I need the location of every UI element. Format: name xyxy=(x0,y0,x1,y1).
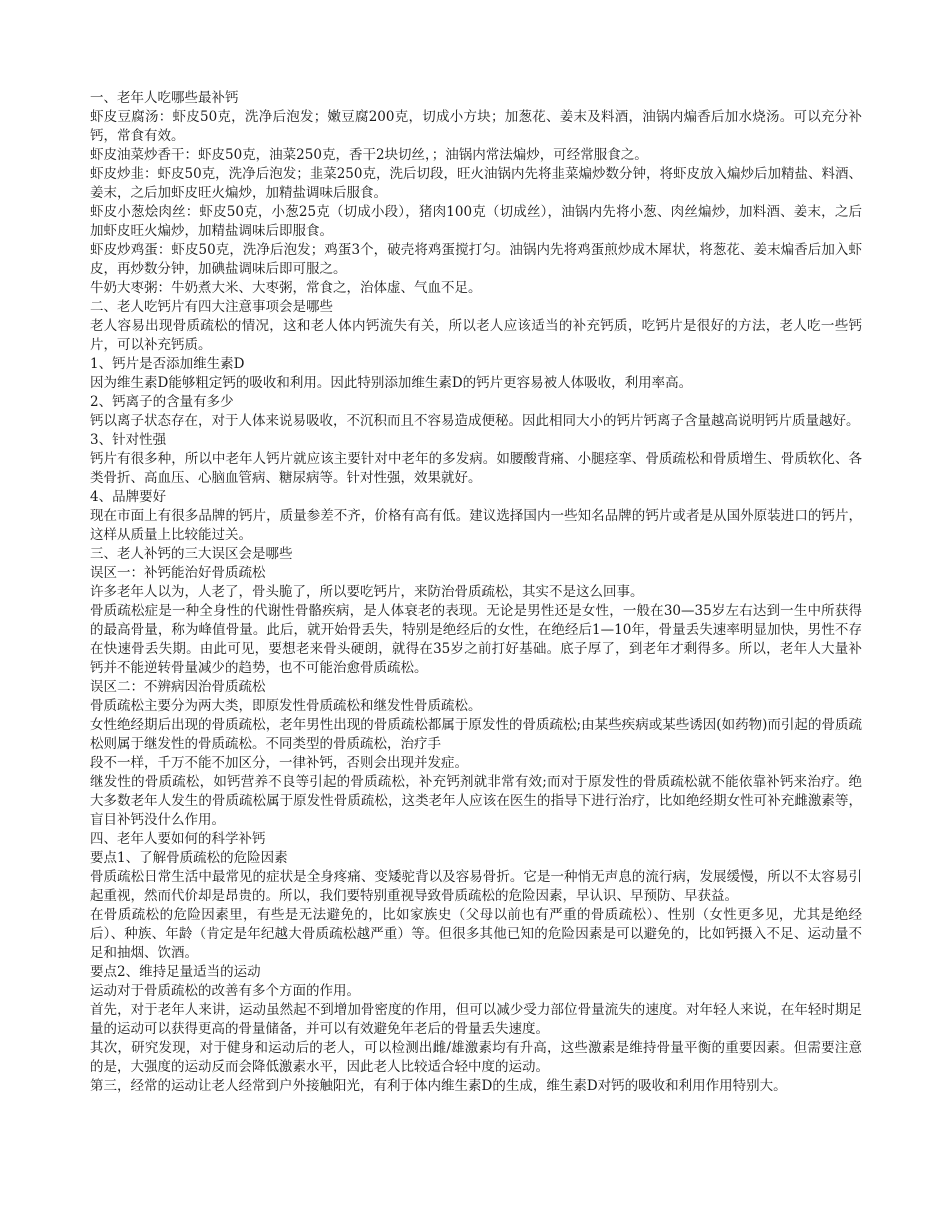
body-paragraph: 现在市面上有很多品牌的钙片，质量参差不齐，价格有高有低。建议选择国内一些知名品牌的钙片或者是从国外原装进口的钙片，这样从质量上比较能过关。 xyxy=(90,508,862,543)
body-paragraph: 骨质疏松日常生活中最常见的症状是全身疼痛、变矮驼背以及容易骨折。它是一种悄无声息的流行病，发展缓慢，所以不太容易引起重视，然而代价却是昂贵的。所以，我们要特别重视导致骨质疏松的危险因素，早认识、早预防、早获益。 xyxy=(90,869,862,904)
body-paragraph: 钙以离子状态存在，对于人体来说易吸收，不沉积而且不容易造成便秘。因此相同大小的钙片钙离子含量越高说明钙片质量越好。 xyxy=(90,413,860,429)
recipe-paragraph: 牛奶大枣粥：牛奶煮大米、大枣粥，常食之，治体虚、气血不足。 xyxy=(90,280,482,296)
recipe-paragraph: 虾皮炒韭：虾皮50克，洗净后泡发；韭菜250克，洗后切段，旺火油锅内先将韭菜煸炒数分钟，将虾皮放入煸炒后加精盐、料酒、姜末，之后加虾皮旺火煸炒，加精盐调味后服食。 xyxy=(90,166,862,201)
heading-section-1: 一、老年人吃哪些最补钙 xyxy=(90,90,239,106)
body-paragraph: 老人容易出现骨质疏松的情况，这和老人体内钙流失有关，所以老人应该适当的补充钙质，吃钙片是很好的方法，老人吃一些钙片，可以补充钙质。 xyxy=(90,318,862,353)
body-paragraph: 首先，对于老年人来讲，运动虽然起不到增加骨密度的作用，但可以减少受力部位骨量流失的速度。对年轻人来说，在年轻时期足量的运动可以获得更高的骨量储备，并可以有效避免年老后的骨量丢失速度。 xyxy=(90,1002,862,1037)
recipe-paragraph: 虾皮小葱烩肉丝：虾皮50克，小葱25克（切成小段），猪肉100克（切成丝），油锅内先将小葱、肉丝煸炒，加料酒、姜末，之后加虾皮旺火煸炒，加精盐调味后即服食。 xyxy=(90,204,862,239)
heading-section-3: 三、老人补钙的三大误区会是哪些 xyxy=(90,546,293,562)
subheading: 要点2、维持足量适当的运动 xyxy=(90,964,261,980)
heading-section-2: 二、老人吃钙片有四大注意事项会是哪些 xyxy=(90,299,333,315)
body-paragraph: 其次，研究发现，对于健身和运动后的老人，可以检测出雌/雄激素均有升高，这些激素是维持骨量平衡的重要因素。但需要注意的是，大强度的运动反而会降低激素水平，因此老人比较适合轻中度的运动。 xyxy=(90,1040,862,1075)
body-paragraph: 第三，经常的运动让老人经常到户外接触阳光，有利于体内维生素D的生成，维生素D对钙的吸收和利用作用特别大。 xyxy=(90,1078,787,1094)
subheading: 误区二：不辨病因治骨质疏松 xyxy=(90,679,266,695)
body-paragraph: 女性绝经期后出现的骨质疏松，老年男性出现的骨质疏松都属于原发性的骨质疏松;由某些疾病或某些诱因(如药物)而引起的骨质疏松则属于继发性的骨质疏松。不同类型的骨质疏松，治疗手 xyxy=(90,717,862,752)
body-paragraph: 许多老年人以为，人老了，骨头脆了，所以要吃钙片，来防治骨质疏松，其实不是这么回事。 xyxy=(90,584,644,600)
document-body xyxy=(90,89,862,1096)
subheading: 2、钙离子的含量有多少 xyxy=(90,394,234,410)
body-paragraph: 运动对于骨质疏松的改善有多个方面的作用。 xyxy=(90,983,360,999)
recipe-paragraph: 虾皮油菜炒香干：虾皮50克，油菜250克，香干2块切丝，；油锅内常法煸炒，可经常服食之。 xyxy=(90,147,648,163)
subheading: 1、钙片是否添加维生素D xyxy=(90,356,245,372)
body-paragraph: 骨质疏松主要分为两大类，即原发性骨质疏松和继发性骨质疏松。 xyxy=(90,698,482,714)
subheading: 误区一：补钙能治好骨质疏松 xyxy=(90,565,266,581)
body-paragraph: 钙片有很多种，所以中老年人钙片就应该主要针对中老年的多发病。如腰酸背痛、小腿痉挛、骨质疏松和骨质增生、骨质软化、各类骨折、高血压、心脑血管病、糖尿病等。针对性强，效果就好。 xyxy=(90,451,862,486)
body-paragraph: 因为维生素D能够粗定钙的吸收和利用。因此特别添加维生素D的钙片更容易被人体吸收，利用率高。 xyxy=(90,375,693,391)
body-paragraph: 段不一样，千万不能不加区分，一律补钙，否则会出现并发症。 xyxy=(90,755,468,771)
recipe-paragraph: 虾皮豆腐汤：虾皮50克，洗净后泡发；嫩豆腐200克，切成小方块；加葱花、姜末及料酒，油锅内煸香后加水烧汤。可以充分补钙，常食有效。 xyxy=(90,109,862,144)
subheading: 3、针对性强 xyxy=(90,432,167,448)
body-paragraph: 继发性的骨质疏松，如钙营养不良等引起的骨质疏松，补充钙剂就非常有效;而对于原发性的骨质疏松就不能依靠补钙来治疗。绝大多数老年人发生的骨质疏松属于原发性骨质疏松，这类老年人应该在医生的指导下进行治疗，比如绝经期女性可补充雌激素等，盲目补钙没什么作用。 xyxy=(90,774,862,828)
subheading: 要点1、了解骨质疏松的危险因素 xyxy=(90,850,288,866)
body-paragraph: 在骨质疏松的危险因素里，有些是无法避免的，比如家族史（父母以前也有严重的骨质疏松）、性别（女性更多见，尤其是绝经后）、种族、年龄（肯定是年纪越大骨质疏松越严重）等。但很多其他已知的危险因素是可以避免的，比如钙摄入不足、运动量不足和抽烟、饮酒。 xyxy=(90,907,862,961)
body-paragraph: 骨质疏松症是一种全身性的代谢性骨骼疾病，是人体衰老的表现。无论是男性还是女性，一般在30—35岁左右达到一生中所获得的最高骨量，称为峰值骨量。此后，就开始骨丢失，特别是绝经后的女性，在绝经后1—10年，骨量丢失速率明显加快，男性不存在快速骨丢失期。由此可见，要想老来骨头硬朗，就得在35岁之前打好基础。底子厚了，到老年才剩得多。所以，老年人大量补钙并不能逆转骨量减少的趋势，也不可能治愈骨质疏松。 xyxy=(90,603,862,676)
subheading: 4、品牌要好 xyxy=(90,489,167,505)
recipe-paragraph: 虾皮炒鸡蛋：虾皮50克，洗净后泡发；鸡蛋3个，破壳将鸡蛋搅打匀。油锅内先将鸡蛋煎炒成木犀状，将葱花、姜末煸香后加入虾皮，再炒数分钟，加碘盐调味后即可服之。 xyxy=(90,242,862,277)
heading-section-4: 四、老年人要如何的科学补钙 xyxy=(90,831,266,847)
